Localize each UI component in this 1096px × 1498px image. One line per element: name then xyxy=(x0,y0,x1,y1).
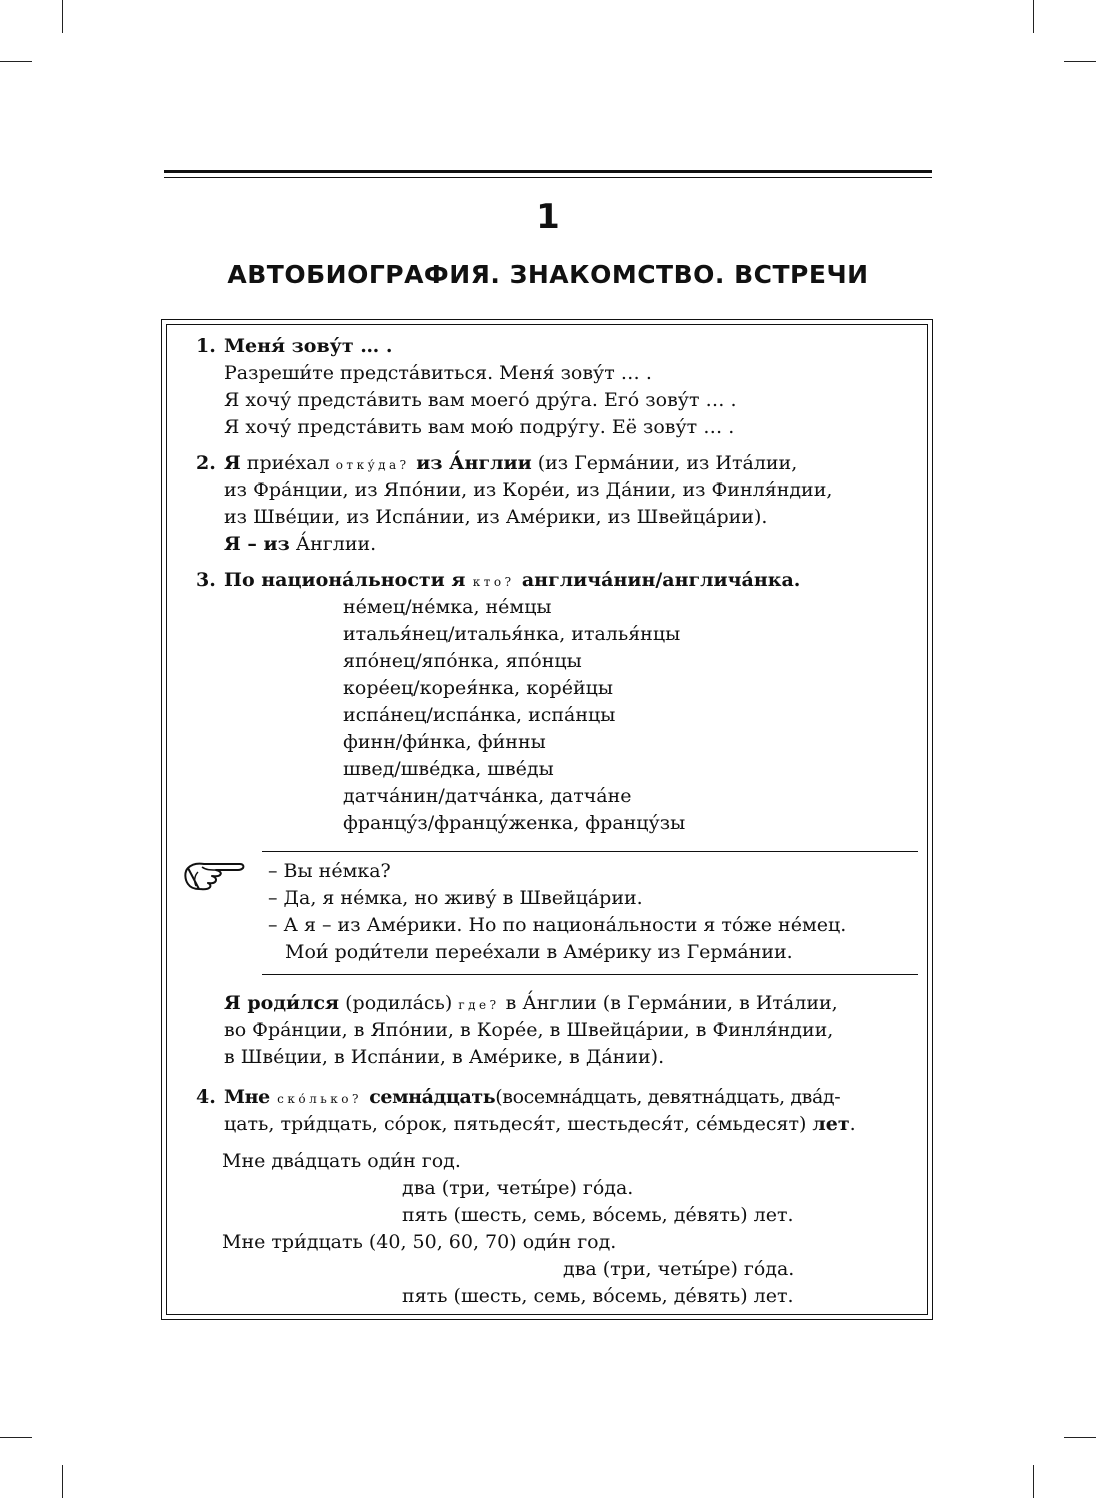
header-rule-thick xyxy=(164,170,932,173)
section2-line xyxy=(224,531,376,558)
section2-number: 2. xyxy=(196,452,216,474)
dialog-line: Мои́ роди́тели перее́хали в Аме́рику из Герма́нии. xyxy=(285,941,793,963)
crop-mark xyxy=(1033,0,1034,33)
section4-number: 4. xyxy=(196,1086,216,1108)
section2-line xyxy=(224,450,797,479)
section2-line: из Фра́нции, из Япо́нии, из Коре́и, из Да́нии, из Финля́ндии, xyxy=(224,479,833,501)
age-example: два (три, четы́ре) го́да. xyxy=(563,1258,795,1280)
crop-mark xyxy=(62,1465,63,1498)
question-word: ско́лько? xyxy=(269,1092,370,1106)
section3-number: 3. xyxy=(196,569,216,591)
age-example: пять (шесть, семь, во́семь, де́вять) лет. xyxy=(402,1285,794,1307)
section2-short-answer: А́нглии. xyxy=(289,533,377,555)
nationality-item: швед/шве́дка, шве́ды xyxy=(343,758,554,780)
pointing-hand-icon xyxy=(182,858,246,894)
born-phrase: Я роди́лся xyxy=(224,992,340,1014)
section2-subject: Я xyxy=(224,452,241,474)
section4-variants-cont: цать, три́дцать, со́рок, пятьдеся́т, шестьдеся́т, се́мьдесят) xyxy=(224,1113,813,1135)
section3-answer: англича́нин/англича́нка. xyxy=(521,569,801,591)
age-example: два (три, четы́ре) го́да. xyxy=(402,1177,634,1199)
section3-phrase: По национа́льности я xyxy=(224,569,466,591)
born-line xyxy=(224,990,838,1019)
section2-short-subject: Я – из xyxy=(224,533,290,555)
section4-line xyxy=(224,1111,856,1138)
crop-mark xyxy=(0,61,32,62)
section1-heading: Меня́ зову́т … . xyxy=(224,335,393,357)
chapter-number: 1 xyxy=(536,197,560,237)
born-line: во Фра́нции, в Япо́нии, в Коре́е, в Швейца́рии, в Финля́ндии, xyxy=(224,1019,834,1041)
section4-variants: (восемна́дцать, девятна́дцать, два́д- xyxy=(495,1086,841,1108)
section2-line: из Шве́ции, из Испа́нии, из Аме́рики, из Швейца́рии). xyxy=(224,506,768,528)
chapter-title: АВТОБИОГРАФИЯ. ЗНАКОМСТВО. ВСТРЕЧИ xyxy=(227,260,869,289)
age-example: Мне три́дцать (40, 50, 60, 70) оди́н год. xyxy=(222,1231,617,1253)
question-word: кто? xyxy=(465,575,522,589)
dialog-separator-bottom xyxy=(262,974,918,975)
crop-mark xyxy=(62,0,63,33)
section2-verb: прие́хал xyxy=(240,452,336,474)
nationality-item: францу́з/францу́женка, францу́зы xyxy=(343,812,686,834)
age-example: Мне два́дцать оди́н год. xyxy=(222,1150,461,1172)
born-feminine: (родила́сь) xyxy=(339,992,459,1014)
crop-mark xyxy=(1064,61,1096,62)
section1-line: Я хочу́ предста́вить вам моего́ дру́га. Его́ зову́т … . xyxy=(224,389,737,411)
dialog-line: – Вы не́мка? xyxy=(268,860,391,882)
dialog-separator-top xyxy=(262,851,918,852)
nationality-item: япо́нец/япо́нка, япо́нцы xyxy=(343,650,582,672)
question-word: где? xyxy=(458,998,500,1012)
nationality-item: не́мец/не́мка, не́мцы xyxy=(343,596,552,618)
born-line: в Шве́ции, в Испа́нии, в Аме́рике, в Да́нии). xyxy=(224,1046,665,1068)
age-example: пять (шесть, семь, во́семь, де́вять) лет. xyxy=(402,1204,794,1226)
section2-answer: из А́нглии xyxy=(409,452,532,474)
section1-line: Разреши́те предста́виться. Меня́ зову́т … . xyxy=(224,362,652,384)
nationality-item: коре́ец/корея́нка, коре́йцы xyxy=(343,677,613,699)
section1-line: Я хочу́ предста́вить вам мою́ подру́гу. Её зову́т … . xyxy=(224,416,735,438)
section3-heading xyxy=(224,567,800,596)
section4-period: . xyxy=(849,1113,856,1135)
section1-number: 1. xyxy=(196,335,216,357)
nationality-item: испа́нец/испа́нка, испа́нцы xyxy=(343,704,616,726)
crop-mark xyxy=(1033,1465,1034,1498)
dialog-line: – Да, я не́мка, но живу́ в Швейца́рии. xyxy=(268,887,643,909)
section4-answer: семна́дцать xyxy=(369,1086,496,1108)
section4-years: лет xyxy=(812,1113,850,1135)
crop-mark xyxy=(0,1437,32,1438)
nationality-item: финн/фи́нка, фи́нны xyxy=(343,731,546,753)
dialog-line: – А я – из Аме́рики. Но по национа́льности я то́же не́мец. xyxy=(268,914,847,936)
crop-mark xyxy=(1064,1437,1096,1438)
nationality-item: датча́нин/датча́нка, датча́не xyxy=(343,785,632,807)
section2-variants: (из Герма́нии, из Ита́лии, xyxy=(531,452,798,474)
nationality-item: италья́нец/италья́нка, италья́нцы xyxy=(343,623,681,645)
section4-line xyxy=(224,1084,840,1113)
header-rule-thin xyxy=(164,177,932,178)
question-word: отку́да? xyxy=(335,458,410,472)
section4-subject: Мне xyxy=(224,1086,270,1108)
born-answer: в А́нглии (в Герма́нии, в Ита́лии, xyxy=(499,992,838,1014)
